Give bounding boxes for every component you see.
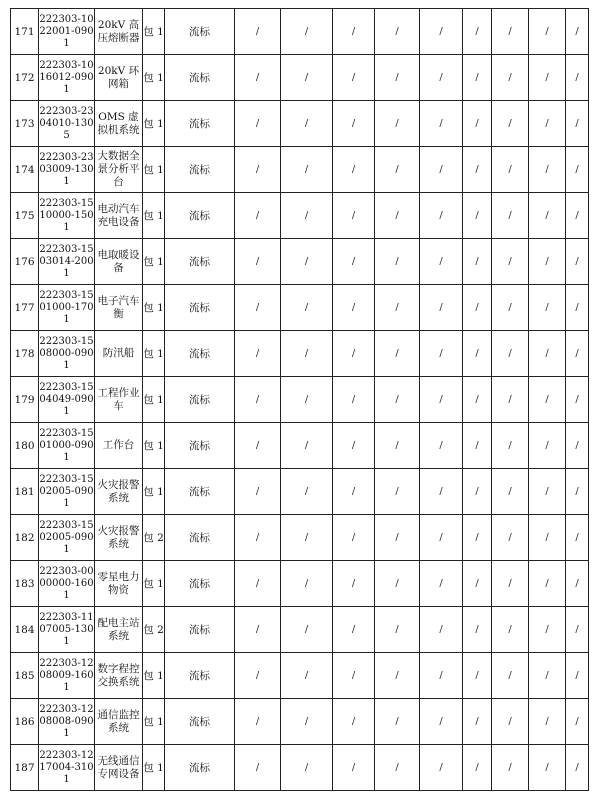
empty-slash-cell: / [235, 653, 281, 699]
result-cell: 流标 [165, 469, 235, 515]
package-cell: 包 1 [143, 55, 165, 101]
empty-slash-cell: / [235, 55, 281, 101]
empty-slash-cell: / [463, 423, 492, 469]
empty-slash-cell: / [333, 377, 375, 423]
empty-slash-cell: / [235, 423, 281, 469]
result-cell: 流标 [165, 9, 235, 55]
project-code-cell: 222303-1510000-1501 [39, 193, 95, 239]
row-number-cell: 172 [11, 55, 39, 101]
empty-slash-cell: / [492, 469, 529, 515]
package-cell: 包 1 [143, 469, 165, 515]
empty-slash-cell: / [566, 561, 589, 607]
empty-slash-cell: / [420, 9, 463, 55]
row-number-cell: 177 [11, 285, 39, 331]
empty-slash-cell: / [281, 607, 333, 653]
empty-slash-cell: / [375, 745, 420, 791]
empty-slash-cell: / [375, 653, 420, 699]
empty-slash-cell: / [566, 745, 589, 791]
row-number-cell: 174 [11, 147, 39, 193]
package-cell: 包 1 [143, 239, 165, 285]
item-name-cell: 大数据全景分析平台 [95, 147, 143, 193]
empty-slash-cell: / [463, 561, 492, 607]
empty-slash-cell: / [281, 423, 333, 469]
empty-slash-cell: / [375, 239, 420, 285]
empty-slash-cell: / [333, 653, 375, 699]
empty-slash-cell: / [235, 607, 281, 653]
empty-slash-cell: / [463, 9, 492, 55]
empty-slash-cell: / [492, 699, 529, 745]
empty-slash-cell: / [375, 699, 420, 745]
project-code-cell: 222303-1208008-0901 [39, 699, 95, 745]
empty-slash-cell: / [235, 699, 281, 745]
empty-slash-cell: / [333, 423, 375, 469]
empty-slash-cell: / [420, 285, 463, 331]
empty-slash-cell: / [566, 55, 589, 101]
empty-slash-cell: / [566, 653, 589, 699]
package-cell: 包 1 [143, 653, 165, 699]
item-name-cell: OMS 虚拟机系统 [95, 101, 143, 147]
table-row [11, 699, 589, 745]
project-code-cell: 222303-1501000-0901 [39, 423, 95, 469]
project-code-cell: 222303-1501000-1701 [39, 285, 95, 331]
item-name-cell: 配电主站系统 [95, 607, 143, 653]
empty-slash-cell: / [281, 745, 333, 791]
result-cell: 流标 [165, 699, 235, 745]
empty-slash-cell: / [463, 101, 492, 147]
table-row [11, 101, 589, 147]
empty-slash-cell: / [333, 147, 375, 193]
table-row [11, 745, 589, 791]
empty-slash-cell: / [375, 285, 420, 331]
row-number-cell: 187 [11, 745, 39, 791]
empty-slash-cell: / [235, 9, 281, 55]
empty-slash-cell: / [420, 239, 463, 285]
table-row [11, 285, 589, 331]
empty-slash-cell: / [492, 515, 529, 561]
item-name-cell: 电子汽车衡 [95, 285, 143, 331]
empty-slash-cell: / [420, 55, 463, 101]
empty-slash-cell: / [375, 515, 420, 561]
table-row [11, 653, 589, 699]
empty-slash-cell: / [281, 561, 333, 607]
row-number-cell: 175 [11, 193, 39, 239]
empty-slash-cell: / [281, 9, 333, 55]
empty-slash-cell: / [492, 239, 529, 285]
result-cell: 流标 [165, 653, 235, 699]
empty-slash-cell: / [281, 147, 333, 193]
empty-slash-cell: / [492, 745, 529, 791]
empty-slash-cell: / [281, 699, 333, 745]
empty-slash-cell: / [420, 331, 463, 377]
empty-slash-cell: / [333, 9, 375, 55]
project-code-cell: 222303-1022001-0901 [39, 9, 95, 55]
empty-slash-cell: / [492, 193, 529, 239]
empty-slash-cell: / [281, 285, 333, 331]
result-cell: 流标 [165, 101, 235, 147]
project-code-cell: 222303-2303009-1301 [39, 147, 95, 193]
empty-slash-cell: / [235, 285, 281, 331]
table-row [11, 239, 589, 285]
table-row [11, 561, 589, 607]
empty-slash-cell: / [529, 147, 566, 193]
row-number-cell: 182 [11, 515, 39, 561]
empty-slash-cell: / [333, 55, 375, 101]
empty-slash-cell: / [281, 331, 333, 377]
empty-slash-cell: / [333, 285, 375, 331]
table-row [11, 9, 589, 55]
empty-slash-cell: / [420, 101, 463, 147]
project-code-cell: 222303-1502005-0901 [39, 515, 95, 561]
result-cell: 流标 [165, 147, 235, 193]
empty-slash-cell: / [463, 653, 492, 699]
table-row [11, 193, 589, 239]
empty-slash-cell: / [281, 469, 333, 515]
project-code-cell: 222303-1107005-1301 [39, 607, 95, 653]
empty-slash-cell: / [333, 515, 375, 561]
empty-slash-cell: / [529, 55, 566, 101]
item-name-cell: 电动汽车充电设备 [95, 193, 143, 239]
result-cell: 流标 [165, 193, 235, 239]
package-cell: 包 1 [143, 147, 165, 193]
empty-slash-cell: / [333, 331, 375, 377]
empty-slash-cell: / [333, 101, 375, 147]
empty-slash-cell: / [375, 607, 420, 653]
empty-slash-cell: / [333, 561, 375, 607]
row-number-cell: 185 [11, 653, 39, 699]
empty-slash-cell: / [463, 377, 492, 423]
empty-slash-cell: / [333, 607, 375, 653]
item-name-cell: 工程作业车 [95, 377, 143, 423]
item-name-cell: 电取暖设备 [95, 239, 143, 285]
result-cell: 流标 [165, 377, 235, 423]
empty-slash-cell: / [420, 653, 463, 699]
empty-slash-cell: / [235, 515, 281, 561]
empty-slash-cell: / [463, 193, 492, 239]
empty-slash-cell: / [235, 377, 281, 423]
empty-slash-cell: / [235, 745, 281, 791]
item-name-cell: 数字程控交换系统 [95, 653, 143, 699]
package-cell: 包 1 [143, 561, 165, 607]
empty-slash-cell: / [566, 101, 589, 147]
empty-slash-cell: / [235, 469, 281, 515]
empty-slash-cell: / [420, 745, 463, 791]
result-cell: 流标 [165, 423, 235, 469]
package-cell: 包 1 [143, 101, 165, 147]
empty-slash-cell: / [463, 239, 492, 285]
empty-slash-cell: / [235, 147, 281, 193]
row-number-cell: 178 [11, 331, 39, 377]
item-name-cell: 火灾报警系统 [95, 469, 143, 515]
package-cell: 包 1 [143, 377, 165, 423]
empty-slash-cell: / [281, 515, 333, 561]
table-row [11, 607, 589, 653]
empty-slash-cell: / [566, 699, 589, 745]
table-row [11, 423, 589, 469]
empty-slash-cell: / [420, 607, 463, 653]
empty-slash-cell: / [566, 423, 589, 469]
item-name-cell: 火灾报警系统 [95, 515, 143, 561]
empty-slash-cell: / [420, 469, 463, 515]
empty-slash-cell: / [529, 239, 566, 285]
project-code-cell: 222303-1504049-0901 [39, 377, 95, 423]
empty-slash-cell: / [529, 101, 566, 147]
package-cell: 包 1 [143, 331, 165, 377]
empty-slash-cell: / [375, 55, 420, 101]
empty-slash-cell: / [463, 285, 492, 331]
empty-slash-cell: / [529, 607, 566, 653]
empty-slash-cell: / [492, 607, 529, 653]
project-code-cell: 222303-1217004-3101 [39, 745, 95, 791]
package-cell: 包 2 [143, 607, 165, 653]
package-cell: 包 1 [143, 699, 165, 745]
empty-slash-cell: / [463, 607, 492, 653]
empty-slash-cell: / [492, 331, 529, 377]
item-name-cell: 20kV 环网箱 [95, 55, 143, 101]
empty-slash-cell: / [463, 55, 492, 101]
row-number-cell: 181 [11, 469, 39, 515]
empty-slash-cell: / [492, 101, 529, 147]
empty-slash-cell: / [375, 101, 420, 147]
empty-slash-cell: / [333, 699, 375, 745]
empty-slash-cell: / [375, 561, 420, 607]
empty-slash-cell: / [529, 515, 566, 561]
project-code-cell: 222303-2304010-1305 [39, 101, 95, 147]
empty-slash-cell: / [463, 469, 492, 515]
item-name-cell: 防汛船 [95, 331, 143, 377]
empty-slash-cell: / [492, 147, 529, 193]
empty-slash-cell: / [375, 9, 420, 55]
item-name-cell: 工作台 [95, 423, 143, 469]
result-cell: 流标 [165, 285, 235, 331]
empty-slash-cell: / [492, 423, 529, 469]
table-row [11, 55, 589, 101]
row-number-cell: 171 [11, 9, 39, 55]
empty-slash-cell: / [463, 147, 492, 193]
package-cell: 包 2 [143, 515, 165, 561]
empty-slash-cell: / [529, 377, 566, 423]
empty-slash-cell: / [529, 331, 566, 377]
empty-slash-cell: / [281, 653, 333, 699]
empty-slash-cell: / [281, 101, 333, 147]
empty-slash-cell: / [333, 193, 375, 239]
empty-slash-cell: / [529, 423, 566, 469]
result-cell: 流标 [165, 239, 235, 285]
empty-slash-cell: / [529, 9, 566, 55]
table-row [11, 515, 589, 561]
empty-slash-cell: / [235, 193, 281, 239]
item-name-cell: 通信监控系统 [95, 699, 143, 745]
table-row [11, 147, 589, 193]
empty-slash-cell: / [375, 331, 420, 377]
empty-slash-cell: / [463, 699, 492, 745]
table-row [11, 331, 589, 377]
empty-slash-cell: / [420, 515, 463, 561]
table-body [11, 9, 589, 791]
empty-slash-cell: / [492, 55, 529, 101]
row-number-cell: 179 [11, 377, 39, 423]
result-cell: 流标 [165, 331, 235, 377]
result-cell: 流标 [165, 607, 235, 653]
empty-slash-cell: / [235, 239, 281, 285]
package-cell: 包 1 [143, 285, 165, 331]
empty-slash-cell: / [375, 147, 420, 193]
empty-slash-cell: / [463, 745, 492, 791]
empty-slash-cell: / [333, 469, 375, 515]
row-number-cell: 180 [11, 423, 39, 469]
empty-slash-cell: / [566, 285, 589, 331]
empty-slash-cell: / [333, 239, 375, 285]
result-cell: 流标 [165, 515, 235, 561]
row-number-cell: 173 [11, 101, 39, 147]
empty-slash-cell: / [566, 9, 589, 55]
empty-slash-cell: / [281, 55, 333, 101]
empty-slash-cell: / [492, 285, 529, 331]
empty-slash-cell: / [235, 331, 281, 377]
empty-slash-cell: / [463, 515, 492, 561]
project-code-cell: 222303-1502005-0901 [39, 469, 95, 515]
item-name-cell: 无线通信专网设备 [95, 745, 143, 791]
result-cell: 流标 [165, 745, 235, 791]
item-name-cell: 零星电力物资 [95, 561, 143, 607]
empty-slash-cell: / [375, 469, 420, 515]
empty-slash-cell: / [529, 193, 566, 239]
empty-slash-cell: / [529, 285, 566, 331]
project-code-cell: 222303-1508000-0901 [39, 331, 95, 377]
empty-slash-cell: / [566, 239, 589, 285]
row-number-cell: 186 [11, 699, 39, 745]
result-cell: 流标 [165, 55, 235, 101]
empty-slash-cell: / [529, 469, 566, 515]
empty-slash-cell: / [235, 101, 281, 147]
project-code-cell: 222303-1208009-1601 [39, 653, 95, 699]
empty-slash-cell: / [281, 377, 333, 423]
empty-slash-cell: / [420, 699, 463, 745]
empty-slash-cell: / [420, 561, 463, 607]
empty-slash-cell: / [492, 653, 529, 699]
empty-slash-cell: / [375, 193, 420, 239]
empty-slash-cell: / [492, 377, 529, 423]
empty-slash-cell: / [420, 423, 463, 469]
row-number-cell: 176 [11, 239, 39, 285]
empty-slash-cell: / [529, 653, 566, 699]
table-row [11, 469, 589, 515]
empty-slash-cell: / [375, 377, 420, 423]
empty-slash-cell: / [566, 193, 589, 239]
empty-slash-cell: / [566, 469, 589, 515]
empty-slash-cell: / [333, 745, 375, 791]
project-code-cell: 222303-0000000-1601 [39, 561, 95, 607]
package-cell: 包 1 [143, 9, 165, 55]
package-cell: 包 1 [143, 193, 165, 239]
empty-slash-cell: / [566, 515, 589, 561]
empty-slash-cell: / [420, 377, 463, 423]
package-cell: 包 1 [143, 745, 165, 791]
project-code-cell: 222303-1016012-0901 [39, 55, 95, 101]
empty-slash-cell: / [463, 331, 492, 377]
empty-slash-cell: / [529, 561, 566, 607]
empty-slash-cell: / [529, 699, 566, 745]
empty-slash-cell: / [529, 745, 566, 791]
tender-results-table [10, 8, 589, 791]
empty-slash-cell: / [492, 561, 529, 607]
empty-slash-cell: / [375, 423, 420, 469]
empty-slash-cell: / [566, 607, 589, 653]
empty-slash-cell: / [566, 147, 589, 193]
empty-slash-cell: / [566, 377, 589, 423]
empty-slash-cell: / [420, 147, 463, 193]
empty-slash-cell: / [281, 193, 333, 239]
package-cell: 包 1 [143, 423, 165, 469]
empty-slash-cell: / [235, 561, 281, 607]
project-code-cell: 222303-1503014-2001 [39, 239, 95, 285]
empty-slash-cell: / [566, 331, 589, 377]
item-name-cell: 20kV 高压熔断器 [95, 9, 143, 55]
empty-slash-cell: / [492, 9, 529, 55]
result-cell: 流标 [165, 561, 235, 607]
empty-slash-cell: / [281, 239, 333, 285]
row-number-cell: 184 [11, 607, 39, 653]
row-number-cell: 183 [11, 561, 39, 607]
document-page [10, 8, 589, 791]
table-row [11, 377, 589, 423]
empty-slash-cell: / [420, 193, 463, 239]
